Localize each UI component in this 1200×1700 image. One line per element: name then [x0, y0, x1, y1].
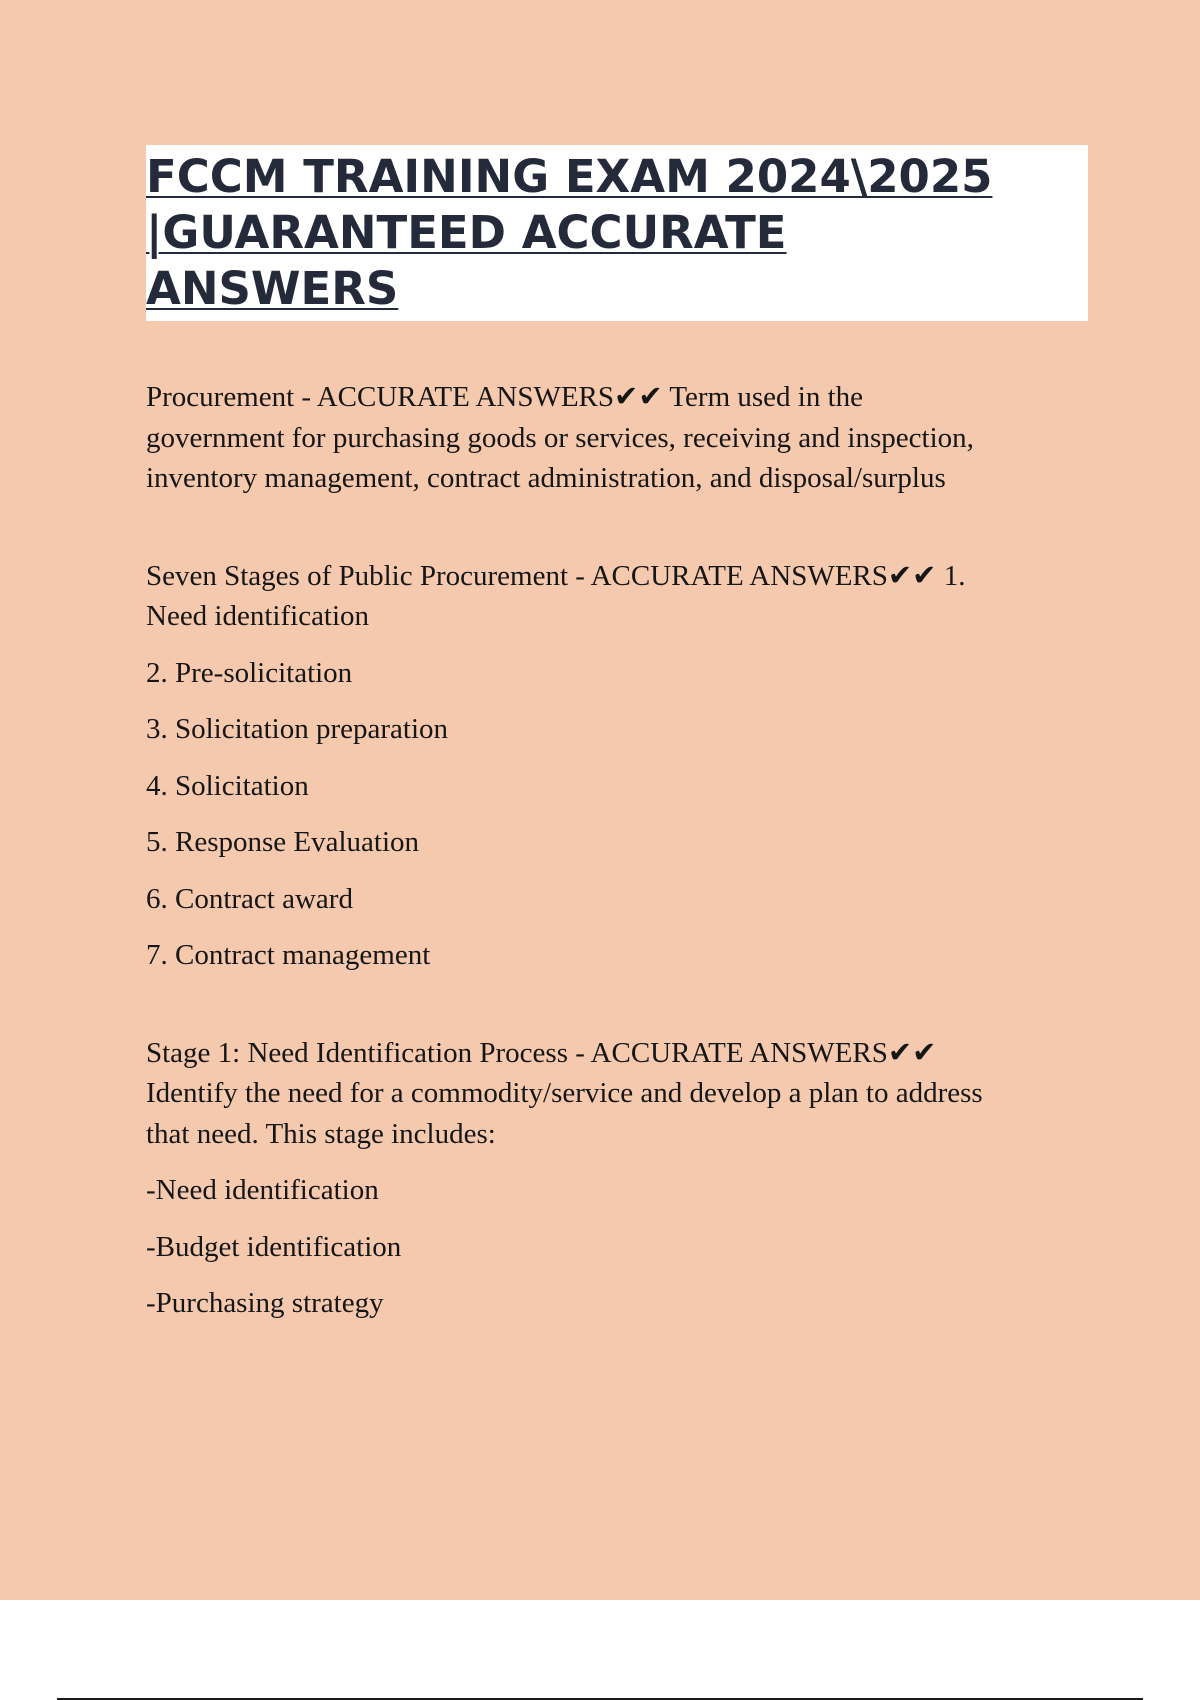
qa-entry-seven-stages: [146, 556, 1088, 976]
qa-entry-stage-1: [146, 1033, 1088, 1324]
entry-text: Seven Stages of Public Procurement - ACCURATE ANSWERS✔✔ 1. Need identification: [146, 559, 966, 632]
entry-text: Procurement - ACCURATE ANSWERS✔✔ Term used in the government for purchasing goods or services, receiving and inspection, inventory management, contract administration, and disposal/surplus: [146, 381, 974, 494]
list-item: -Need identification: [146, 1174, 379, 1206]
list-item: 7. Contract management: [146, 939, 431, 971]
list-item: 6. Contract award: [146, 882, 353, 915]
list-item: 3. Solicitation preparation: [146, 713, 449, 745]
document-content: [146, 145, 1088, 1324]
list-item: -Purchasing strategy: [146, 1287, 384, 1319]
title-line: |GUARANTEED ACCURATE: [146, 206, 787, 259]
title-line: FCCM TRAINING EXAM 2024\2025: [146, 150, 993, 203]
list-item: -Budget identification: [146, 1230, 402, 1263]
list-item: 4. Solicitation: [146, 769, 309, 802]
list-item: 5. Response Evaluation: [146, 826, 420, 858]
entry-text: Stage 1: Need Identification Process - ACCURATE ANSWERS✔✔ Identify the need for a commodity/service and develop a plan to address that need. This stage includes:: [146, 1036, 983, 1150]
qa-entry-procurement: [146, 377, 1088, 499]
title-line: ANSWERS: [146, 262, 399, 315]
list-item: 2. Pre-solicitation: [146, 656, 353, 689]
document-title: [146, 145, 1088, 321]
